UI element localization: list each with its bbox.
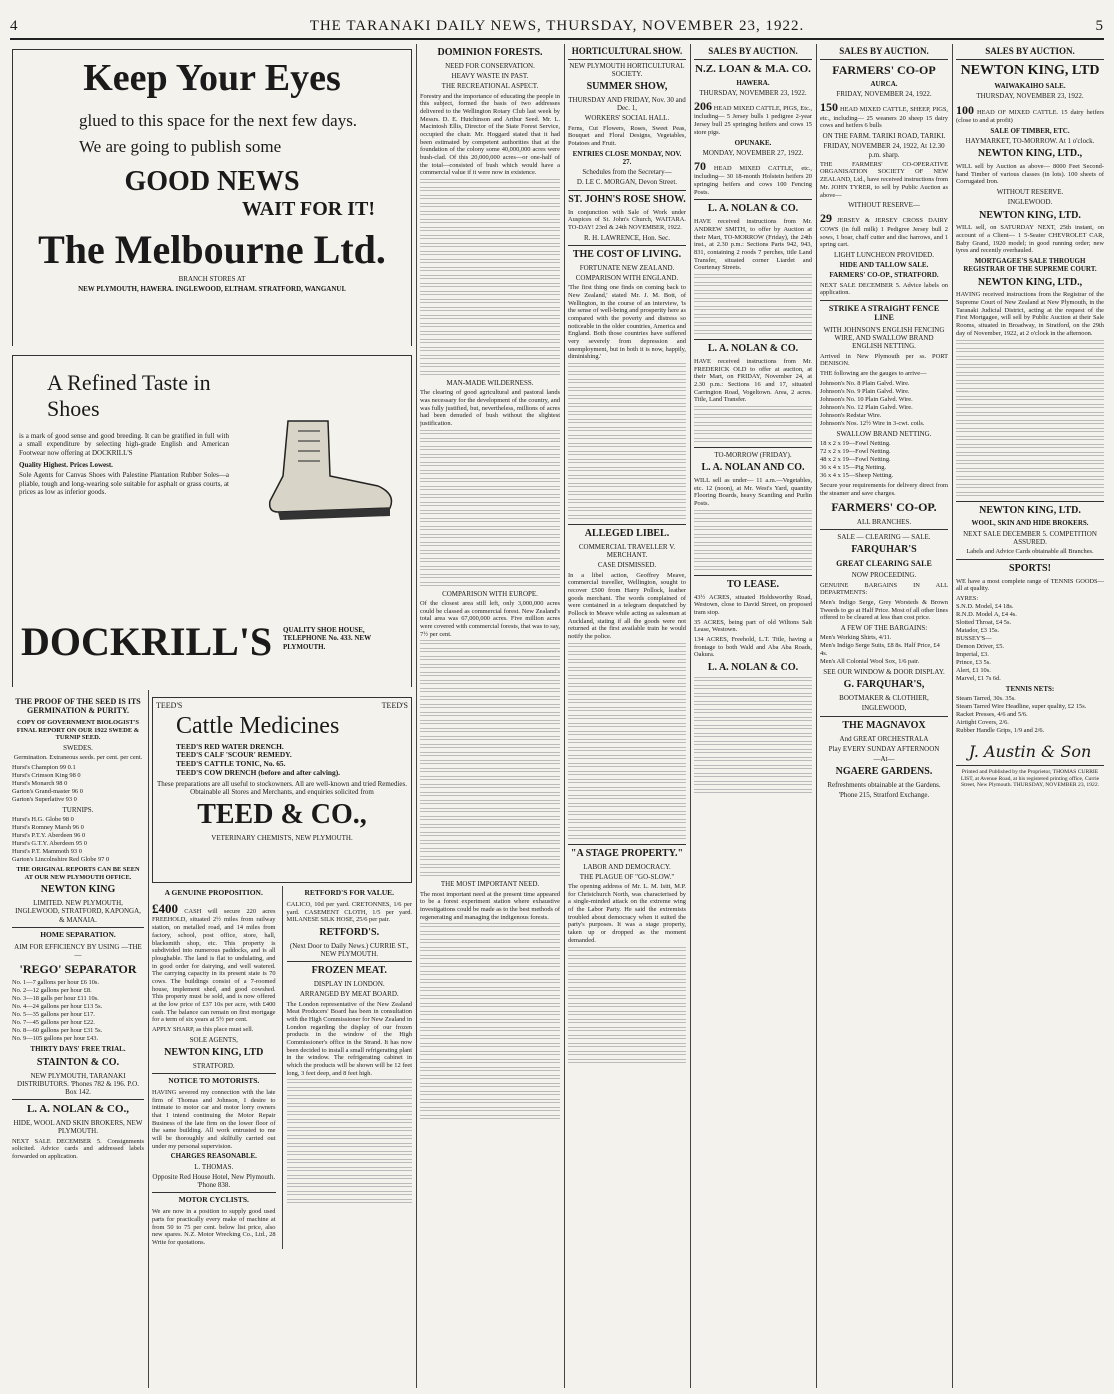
- separator-row: No. 9—105 gallons per hour £43.: [12, 1035, 99, 1043]
- sports-item: AYRES:: [956, 594, 979, 602]
- magnavox-6: Refreshments obtainable at the Gardens.: [827, 781, 941, 790]
- nets-item: Racket Presses, 4/6 and 5/6.: [956, 711, 1028, 719]
- retford-addr: (Next Door to Daily News.) CURRIE ST., NEW PLYMOUTH.: [289, 941, 409, 958]
- dockrill-ad: [12, 352, 412, 687]
- sports-item: Prince, £3 5s.: [956, 658, 991, 666]
- gauge-item: Johnson's No. 9 Plain Galvd. Wire.: [820, 387, 910, 395]
- separator-name: 'REGO' SEPARATOR: [19, 962, 137, 977]
- melbourne-good-news: GOOD NEWS: [124, 165, 300, 197]
- netting-item: 36 x 4 x 15—Sheep Netting.: [820, 471, 894, 479]
- nolan2-name4: L. A. NOLAN & CO.: [707, 662, 799, 674]
- farquhar-name: G. FARQUHAR'S,: [843, 679, 925, 691]
- dockrill-agents: Sole Agents for Canvas Shoes with Palestine Plantation Rubber Soles—a pliable, tough and long-wearing sole suitable for asphalt or grass courts, at prices as low as inferior goods.: [19, 471, 229, 497]
- nolan2-body3: WILL sell as under— 11 a.m.—Vegetables, etc. 12 (noon), at Mr. West's Yard, quantity Flooring Boards, heavy Scantling and Purlin Posts.: [694, 477, 812, 508]
- magnavox-title: THE MAGNAVOX: [842, 719, 926, 731]
- sports-item: S.N.D. Model, £4 18s.: [956, 602, 1014, 610]
- separator-trial: THIRTY DAYS' FREE TRIAL.: [30, 1045, 126, 1054]
- sports-heading: SPORTS!: [1009, 562, 1051, 574]
- melbourne-branches: BRANCH STORES AT: [178, 274, 246, 283]
- horticulture-show: SUMMER SHOW,: [586, 81, 668, 93]
- nolan2-name: L. A. NOLAN & CO.: [707, 203, 799, 215]
- horticulture-sec: D. LE C. MORGAN, Devon Street.: [576, 178, 678, 187]
- farquhar-item: Men's Working Shirts, 4/11.: [820, 634, 892, 642]
- sports-item: Matador, £3 15s.: [956, 626, 1000, 634]
- nk-name3: NEWTON KING, LTD.: [979, 209, 1081, 221]
- farquhar-sub: BOOTMAKER & CLOTHIER,: [839, 694, 929, 703]
- separator-firm: STAINTON & CO.: [36, 1056, 120, 1068]
- melbourne-publish: We are going to publish some: [79, 136, 282, 156]
- forests-s1: NEED FOR CONSERVATION.: [445, 61, 535, 70]
- teed-ad: [152, 697, 412, 883]
- frozen-heading: FROZEN MEAT.: [311, 965, 387, 977]
- genuine-firm: NEWTON KING, LTD: [164, 1047, 264, 1058]
- genuine-ad: [152, 886, 276, 1249]
- netting-item: 18 x 2 x 19—Fowl Netting.: [820, 439, 891, 447]
- farmers-body: HEAD MIXED CATTLE, SHEEP, PIGS, etc., including— 25 weaners 20 sheep 15 dairy cows and heifers 6 bulls: [820, 106, 948, 130]
- farquhar-bargains: GENUINE BARGAINS IN ALL DEPARTMENTS:: [820, 581, 948, 597]
- gauge-item: Johnson's Redstar Wire.: [820, 411, 882, 419]
- magnavox-5: NGAERE GARDENS.: [835, 766, 933, 778]
- motorists-body: HAVING severed my connection with the late firm of Thomas and Johnson, I desire to intimate to motor car and motor lorry owners that I intend continuing the Motor Repair Business of the late firm on the lower floor of the same building. All work entrusted to me will be thoroughly and skilfully carried out under my personal supervision.: [152, 1088, 276, 1150]
- dockrill-body: is a mark of good sense and good breeding. It can be gratified in full with a small expenditure by selecting high-grade English and American Footwear now offering at DOCKRILL'S: [19, 431, 229, 457]
- separator-row: No. 1—7 gallons per hour £6 10s.: [12, 979, 99, 987]
- melbourne-keep: Keep Your Eyes: [83, 57, 341, 99]
- nolan2-body: HAVE received instructions from Mr. ANDREW SMITH, to offer by Auction at their Mart, TO-MORROW (Friday), the 24th inst., at 2.30 p.m.: Sections Parts 942, 943, 831, containing 2 roods 7 perches, title Land Transfer, situated corner Liardet and Courtenay Streets.: [694, 218, 812, 272]
- seed-foot: THE ORIGINAL REPORTS CAN BE SEEN AT OUR NEW PLYMOUTH OFFICE.: [16, 866, 140, 881]
- farmers-branches: ALL BRANCHES.: [856, 517, 912, 526]
- news-column: [568, 44, 686, 1388]
- farmers-lead2: 29: [820, 211, 832, 226]
- clearing-banner: SALE — CLEARING — SALE.: [837, 532, 931, 541]
- farquhar-town: INGLEWOOD,: [861, 704, 907, 713]
- farmers-hide: HIDE AND TALLOW SALE.: [839, 261, 929, 270]
- genuine-heading: A GENUINE PROPOSITION.: [164, 888, 263, 897]
- horticulture-dates: THURSDAY AND FRIDAY, Nov. 30 and Dec. 1,: [568, 95, 686, 113]
- libel-body: In a libel action, Geoffrey Meave, commercial traveller, Wellington, sought to recover £500 from Harry Pollock, leather goods merchant. The words complained of were contained in a telegram despatched by Pollock to Meave while acting as salesman at Auckland, stating if all the goods were not returned at the first available train he would notify the police.: [568, 571, 686, 641]
- farmers-lead: 150: [820, 100, 838, 115]
- nzloan-opunake: OPUNAKE.: [734, 138, 772, 147]
- newtonking-column: [956, 44, 1104, 1388]
- dockrill-headline: A Refined Taste in Shoes: [47, 370, 211, 421]
- living-s1: FORTUNATE NEW ZEALAND.: [579, 263, 675, 272]
- masthead: [10, 12, 1104, 40]
- nolan-name: L. A. NOLAN & CO.,: [26, 1103, 130, 1116]
- farquhar-title: FARQUHAR'S: [851, 544, 917, 556]
- teed-name: TEED & CO.,: [197, 799, 367, 831]
- farquhar-now: NOW PROCEEDING.: [851, 571, 917, 580]
- seed-row: Hurst's Champion 99 0.1: [12, 763, 76, 771]
- forests-body2: The clearing of good agricultural and pastoral lands was necessary for the development of the country, and was fully justified, but, nevertheless, millions of acres had been denuded of bush without the slightest justification.: [420, 389, 560, 428]
- genuine-body: CASH will secure 220 acres FREEHOLD, situated 2½ miles from railway station, on metalled road, and 14 miles from factory, school, post office, store, hall, blacksmith shop, etc. This property is subdivided into numerous paddocks, and is all ploughable. The land is flat to undulating, and in good order for dairying, and well watered. The carrying capacity in its present state is 70 cows. The buildings consist of a 7-roomed house, implement shed, and good cowshed. This property must be sold, and is now offered at the low price of £37 10s per acre, with £400 cash. The balance can remain on first mortgage for a term of six years at 5½ per cent.: [152, 907, 276, 1024]
- farquhar-item: Men's Indigo Serge Suits, £8 8s. Half Price, £4 4s.: [820, 642, 940, 658]
- sports-body: WE have a most complete range of TENNIS GOODS—all at quality.: [956, 577, 1104, 593]
- separator-firm2: NEW PLYMOUTH, TARANAKI DISTRIBUTORS. 'Phones 782 & 196. P.O. Box 142.: [17, 1071, 139, 1096]
- nk-hay: HAYMARKET, TO-MORROW. At 1 o'clock.: [965, 136, 1095, 145]
- farmers-column: [820, 44, 948, 1388]
- nolan2-l2: 35 ACRES, being part of old Wiltons Salt Lease, Westown.: [694, 618, 812, 634]
- nolan-sub: HIDE, WOOL AND SKIN BROKERS, NEW PLYMOUTH.: [13, 1119, 143, 1136]
- nolan2-l3: 134 ACRES, Freehold, L.T. Title, having a frontage to both Wald and Aba Aba Roads, Oakura.: [694, 636, 812, 659]
- seed-turnips: TURNIPS.: [62, 805, 94, 814]
- libel-s1: COMMERCIAL TRAVELLER V. MERCHANT.: [578, 542, 676, 560]
- rose-sec: R. H. LAWRENCE, Hon. Sec.: [584, 233, 670, 242]
- horticulture-entries: ENTRIES CLOSE MONDAY, NOV. 27.: [572, 149, 682, 166]
- horticulture-hall: WORKERS' SOCIAL HALL.: [584, 114, 670, 123]
- retford-column: [282, 886, 412, 1249]
- separator-row: No. 2—12 gallons per hour £8.: [12, 987, 92, 995]
- living-body: 'The first thing one finds on coming back to New Zealand,' stated Mr. J. M. Bott, of Wellington, in the course of an interview, 'is the sense of well-being and prosperity here as compared with the poverty and distress so noticeable in the older countries, America and England. Both those countries have suffered very severely from depression and unemployment, but in both it is now, happily, diminishing.': [568, 284, 686, 361]
- seed-row: Hurst's Crimson King 98 0: [12, 771, 81, 779]
- forests-s3: THE RECREATIONAL ASPECT.: [441, 82, 539, 91]
- frozen-s2: ARRANGED BY MEAT BOARD.: [299, 990, 399, 999]
- separator-row: No. 4—24 gallons per hour £13 5s.: [12, 1003, 103, 1011]
- separator-row: No. 7—45 gallons per hour £22.: [12, 1019, 95, 1027]
- nzloan-lead: 206: [694, 99, 712, 114]
- nzloan-name: N.Z. LOAN & M.A. CO.: [695, 62, 811, 75]
- teed-foot: VETERINARY CHEMISTS, NEW PLYMOUTH.: [211, 833, 353, 842]
- genuine-agents: SOLE AGENTS,: [189, 1035, 238, 1044]
- farmers-next: NEXT SALE DECEMBER 5. Advice labels on application.: [820, 281, 948, 297]
- forests-heading: DOMINION FORESTS.: [437, 47, 543, 58]
- nk-tbody: WILL sell by Auction as above— 8000 Feet Second-hand Timber of various classes (in lots). 100 sheets of Corrugated Iron.: [956, 163, 1104, 186]
- nzloan-date2: MONDAY, NOVEMBER 27, 1922.: [702, 148, 804, 157]
- nk-waiwakaiho: WAIWAKAIHO SALE.: [994, 82, 1066, 91]
- dockrill-tag: Quality Highest. Prices Lowest.: [19, 461, 113, 470]
- sports-item: Slotted Throat, £4 5s.: [956, 618, 1012, 626]
- nk-date: THURSDAY, NOVEMBER 23, 1922.: [976, 92, 1084, 101]
- seed-trow: Garton's Lincolnshire Red Globe 97 0: [12, 856, 110, 864]
- living-heading: THE COST OF LIVING.: [572, 248, 682, 260]
- stage-body: The opening address of Mr. L. M. Isitt, M.P. for Christchurch North, was characterised by a single-minded attack on the extreme wing of the Labor Party. He said the extremists troubled about democracy when it suited the party's purposes. It was a stage property, taken up or dropped as the moment demanded.: [568, 883, 686, 944]
- teed-title: Cattle Medicines: [176, 713, 340, 740]
- fence-heading: STRIKE A STRAIGHT FENCE LINE: [828, 304, 940, 323]
- motorcycles-heading: MOTOR CYCLISTS.: [178, 1195, 249, 1205]
- forests-s2: HEAVY WASTE IN PAST.: [451, 72, 529, 81]
- motorists-addr: Opposite Red House Hotel, New Plymouth. 'Phone 838.: [152, 1172, 276, 1190]
- sports-item: Demon Driver, £5.: [956, 642, 1005, 650]
- fence-body: WITH JOHNSON'S ENGLISH FENCING WIRE, AND SWALLOW BRAND ENGLISH NETTING.: [823, 325, 945, 351]
- seed-title: THE PROOF OF THE SEED IS ITS GERMINATION & PURITY.: [15, 697, 141, 716]
- separator-row: No. 5—35 gallons per hour £17.: [12, 1011, 95, 1019]
- teed-right: TEED'S: [381, 701, 408, 710]
- forests-s4: MAN-MADE WILDERNESS.: [446, 379, 534, 388]
- farmers-farm: ON THE FARM. TARIKI ROAD, TARIKI.: [822, 132, 946, 141]
- gauge-item: Johnson's No. 10 Plain Galvd. Wire.: [820, 395, 913, 403]
- fence-gauges: THE following are the gauges to arrive—: [820, 370, 927, 378]
- teed-item: TEED'S COW DRENCH (before and after calving).: [176, 767, 341, 777]
- dockrill-name: DOCKRILL'S: [21, 619, 273, 664]
- forests-body4: The most important need at the present time appeared to be a forest experiment station where exhaustive investigations could be made as to the best methods of regenerating and managing the indigenous forests.: [420, 890, 560, 921]
- nets-heading: TENNIS NETS:: [1005, 684, 1055, 693]
- nk-lead: 100: [956, 102, 974, 117]
- nzloan-town: HAWERA.: [736, 78, 770, 87]
- horticulture-sched: Schedules from the Secretary—: [582, 168, 672, 177]
- forests-body3: Of the closest area still left, only 3,000,000 acres could be classed as commercial forest. New Zealand's total area was 67,000,000 acres. Five million acres were covered with commercial forests, that was to say, 7½ per cent.: [420, 600, 560, 638]
- separator-row: No. 8—60 gallons per hour £31 5s.: [12, 1027, 103, 1035]
- frozen-body: The London representative of the New Zealand Meat Producers' Board has been in consultation with the High Commissioner for New Zealand in London regarding the display of our frozen products in the window of the High Commissioner's office in the Strand. It has now been decided to install a small refrigerating plant in the window. The refrigerating cabinet in which the products will be shown will be 12 feet long, 3 feet deep, and 8 feet high.: [286, 1000, 412, 1077]
- masthead-title: THE TARANAKI DAILY NEWS, THURSDAY, NOVEMBER 23, 1922.: [309, 18, 805, 35]
- farmers-reserve: WITHOUT RESERVE—: [848, 201, 920, 210]
- libel-heading: ALLEGED LIBEL.: [584, 528, 670, 539]
- fence-arrived: Arrived in New Plymouth per ss. PORT DENISON.: [820, 352, 948, 368]
- melbourne-towns: NEW PLYMOUTH, HAWERA. INGLEWOOD, ELTHAM. STRATFORD, WANGANUI.: [78, 284, 346, 293]
- nets-item: Rubber Handle Grips, 1/9 and 2/6.: [956, 727, 1045, 735]
- imprint: Printed and Published by the Proprietor, THOMAS CURRIE LIST, at Avenue Road, at his registered printing office, Currie Street, New Plymouth. THURSDAY, NOVEMBER 23, 1922.: [960, 769, 1100, 789]
- melbourne-glued: glued to this space for the next few days.: [79, 110, 358, 130]
- forests-column: [420, 44, 560, 1388]
- netting-item: 48 x 2 x 19—Fowl Netting.: [820, 455, 891, 463]
- farmers-secure: Secure your requirements for delivery direct from the steamer and save charges.: [820, 481, 948, 497]
- farmers-date: FRIDAY, NOVEMBER 24, 1922.: [836, 90, 932, 99]
- farmers-town: AURCA.: [870, 79, 898, 88]
- nk-wool: WOOL, SKIN AND HIDE BROKERS.: [971, 519, 1089, 528]
- motorists-heading: NOTICE TO MOTORISTS.: [168, 1076, 260, 1086]
- gauge-item: Johnson's No. 8 Plain Galvd. Wire.: [820, 379, 910, 387]
- motorists-name: L. THOMAS.: [194, 1162, 234, 1171]
- seed-firm2: LIMITED. NEW PLYMOUTH, INGLEWOOD, STRATFORD, KAPONGA, & MANAIA.: [15, 899, 141, 924]
- living-s2: COMPARISON WITH ENGLAND.: [575, 273, 679, 282]
- nolan2-name2: L. A. NOLAN & CO.: [707, 343, 799, 355]
- nk-name4: NEWTON KING, LTD.,: [977, 276, 1083, 288]
- horticulture-soc: NEW PLYMOUTH HORTICULTURAL SOCIETY.: [569, 61, 685, 78]
- motorists-charges: CHARGES REASONABLE.: [170, 1152, 257, 1161]
- nzloan-lead2: 70: [694, 159, 706, 174]
- melbourne-wait: WAIT FOR IT!: [242, 197, 375, 220]
- page-number-right: 5: [1095, 18, 1104, 35]
- seed-firm: NEWTON KING: [40, 884, 116, 896]
- seed-row: Garton's Grand-master 96 0: [12, 787, 83, 795]
- nk-name5: NEWTON KING, LTD.: [979, 504, 1081, 516]
- farquhar-item: Men's All Colonial Wool Sox, 1/6 pair.: [820, 658, 920, 666]
- forests-body: Forestry and the importance of educating the people in this subject, formed the basis of two addresses delivered to the Wellington Rotary Club last week by Messrs. D. E. Hutchinson and Arthur Seed. Mr. L. Macintosh Ellis, Director of the State Forest Service, occupied the chair. Mr. Hoggard stated that it had been estimated by competent authorities that at the foundation of the colony some 40,000,000 acres were bush-clad. Of this 20,000,000 acres—or one-half of the total—consisted of bush which would have a commercial value if it were now in existence.: [420, 92, 560, 177]
- nzloan-date: THURSDAY, NOVEMBER 23, 1922.: [699, 88, 807, 97]
- shoe-illustration: [258, 416, 398, 526]
- nk-inglewood: INGLEWOOD.: [1007, 198, 1053, 207]
- farmers-body3: JERSEY & JERSEY CROSS DAIRY COWS (in full milk) 1 Pedigree Jersey bull 2 sows, 1 boar, chaff cutter and disc harrows, and 1 spring cart.: [820, 217, 948, 249]
- rose-show: ST. JOHN'S ROSE SHOW.: [568, 193, 686, 205]
- nets-item: Airtight Covers, 2/6.: [956, 719, 1009, 727]
- forests-s6: THE MOST IMPORTANT NEED.: [440, 880, 540, 889]
- col1-lower: [12, 694, 144, 1388]
- nets-item: Steam Tarred, 30s. 35s.: [956, 695, 1016, 703]
- nk-body: HEAD OF MIXED CATTLE. 15 dairy heifers (close to and at profit): [956, 108, 1104, 125]
- gauge-item: Johnson's Nos. 12½ Wire in 3-cwt. coils.: [820, 419, 925, 427]
- retford-name: RETFORD'S.: [319, 926, 380, 938]
- gauge-item: Johnson's No. 12 Plain Galvd. Wire.: [820, 403, 913, 411]
- farquhar-few: A FEW OF THE BARGAINS:: [840, 623, 928, 632]
- nk-cbody: WILL sell, on SATURDAY NEXT, 25th instant, on account of a Client— 1 5-Seater CHEVROLET CAR, Baby Grand, 1920 model; in good running order; new tyres and recently overhauled.: [956, 224, 1104, 255]
- nk-labels: Labels and Advice Cards obtainable all Branches.: [966, 548, 1094, 556]
- stage-heading: "A STAGE PROPERTY.": [570, 847, 684, 859]
- nk-without: WITHOUT RESERVE.: [996, 188, 1064, 197]
- teed-item: TEED'S RED WATER DRENCH.: [176, 741, 284, 751]
- seed-row: Garton's Superlative 93 0: [12, 795, 77, 803]
- nk-heading: SALES BY AUCTION.: [956, 44, 1104, 60]
- nolan2-body2: HAVE received instructions from Mr. FREDERICK OLD to offer at auction, at their Mart, on FRIDAY, November 24, at 2.30 p.m.: Sections 16 and 17, situated Carrington Road, Vogeltown. Area, 2 acres. Title, Land Transfer.: [694, 357, 812, 404]
- nets-item: Steam Tarred Wire Headline, super quality, £2 15s.: [956, 703, 1087, 711]
- stage-s2: THE PLAGUE OF "GO-SLOW.": [579, 872, 675, 881]
- nolan2-tomorrow: TO-MORROW (FRIDAY).: [714, 451, 792, 460]
- seed-trow: Hurst's Romney Marsh 96 0: [12, 824, 84, 832]
- genuine-town: STRATFORD.: [192, 1061, 235, 1070]
- sports-item: Marvel, £1 7s 6d.: [956, 674, 1001, 682]
- magnavox-2: And GREAT ORCHESTRALA: [839, 734, 929, 743]
- horticulture-heading: HORTICULTURAL SHOW.: [568, 44, 686, 60]
- nolan2-lease: TO LEASE.: [726, 578, 780, 590]
- nk-name2: NEWTON KING, LTD.,: [977, 148, 1083, 160]
- teed-item: TEED'S CALF 'SCOUR' REMEDY.: [176, 750, 292, 760]
- separator-row: No. 3—18 galls per hour £11 10s.: [12, 995, 99, 1003]
- nk-mortgagee: MORTGAGEE'S SALE THROUGH REGISTRAR OF THE SUPREME COURT.: [963, 257, 1097, 274]
- seed-trow: Hurst's G.T.Y. Aberdeen 95 0: [12, 840, 87, 848]
- seed-trow: Hurst's H.G. Globe 98 0: [12, 816, 74, 824]
- retford-items: CALICO, 10d per yard. CRETONNES, 1/6 per yard. CASEMENT CLOTH, 1/5 per yard. MILANESE SILK HOSE, 25/6 per pair.: [286, 900, 412, 924]
- horticulture-body: Ferns, Cut Flowers, Roses, Sweet Peas, Bouquet and Floral Designs, Vegetables, Potatoes and Fruit.: [568, 124, 686, 148]
- farmers-body2: THE FARMERS' CO-OPERATIVE ORGANISATION SOCIETY OF NEW ZEALAND, Ltd., have received instructions from Mr. JOHN TYRER, to sell by Public Auction as above—: [820, 160, 948, 199]
- swallow-heading: SWALLOW BRAND NETTING.: [836, 429, 932, 438]
- sports-item: R.N.D. Model A, £4 4s.: [956, 610, 1017, 618]
- magnavox-7: 'Phone 215, Stratford Exchange.: [838, 791, 930, 800]
- netting-item: 72 x 2 x 19—Fowl Netting.: [820, 447, 891, 455]
- seed-cols: Germination. Extraneous seeds. per cent. per cent.: [13, 754, 143, 762]
- nolan2-l1: 43½ ACRES, situated Holdsworthy Road, Westown, close to David Street, on proposed tram stop.: [694, 593, 812, 616]
- netting-item: 36 x 4 x 15—Pig Netting.: [820, 463, 887, 471]
- col2-lower: [152, 694, 412, 1388]
- farquhar-body: Men's Indigo Serge, Grey Worsteds & Brown Tweeds to go at Half Price. Most of all other lines offered to be cleared at less than cost price.: [820, 598, 948, 622]
- melbourne-ad: [12, 46, 412, 346]
- magnavox-4: —At—: [873, 755, 895, 764]
- frozen-s1: DISPLAY IN LONDON.: [313, 980, 385, 988]
- farmers-heading: SALES BY AUCTION.: [820, 44, 948, 60]
- seed-row: Hurst's Monarch 98 0: [12, 779, 68, 787]
- nk-wnext: NEXT SALE DECEMBER 5. COMPETITION ASSURED.: [963, 529, 1097, 546]
- farquhar-great: GREAT CLEARING SALE: [836, 558, 932, 568]
- farquhar-see: SEE OUR WINDOW & DOOR DISPLAY.: [823, 668, 945, 677]
- nolan-next: NEXT SALE DECEMBER 5. Consignments solicited. Advice cards and addressed labels forwarded on application.: [12, 1137, 144, 1161]
- farmers-co: FARMERS' CO-OP., STRATFORD.: [829, 271, 939, 280]
- melbourne-name: The Melbourne Ltd.: [38, 226, 386, 272]
- nk-name: NEWTON KING, LTD: [960, 62, 1100, 78]
- motorcycles-body: We are now in a position to supply good used parts for practically every make of machine at from 50 to 75 per cent. below list price, also new spares. N.Z. Motor Wrecking Co., Ltd., 28 Write for quotations.: [152, 1208, 276, 1246]
- farmers-lunch: LIGHT LUNCHEON PROVIDED.: [833, 250, 934, 259]
- nk-mbody: HAVING received instructions from the Registrar of the Supreme Court of New Zealand at New Plymouth, in the Taranaki Judicial District, acting at the request of the First Mortgagee, will sell by Public Auction at their Sale Rooms, situated in Broadway, in Stratford, on the 29th day of November, 1922, at 2 o'clock in the afternoon.: [956, 291, 1104, 337]
- farmers-name2: FARMERS' CO-OP.: [831, 500, 937, 515]
- signature: J. Austin & Son: [968, 742, 1092, 762]
- genuine-apply: APPLY SHARP, as this place must sell.: [152, 1026, 254, 1034]
- farmers-name: FARMERS' CO-OP: [832, 62, 936, 77]
- nzloan-heading: SALES BY AUCTION.: [694, 44, 812, 60]
- nzloan-body: HEAD MIXED CATTLE, PIGS, Etc., including— 5 Jersey bulls 1 pedigree 2-year Jersey bull 25 springing heifers and cows 15 store pigs.: [694, 105, 812, 136]
- magnavox-3: Play EVERY SUNDAY AFTERNOON: [828, 744, 940, 753]
- seed-swedes: SWEDES.: [63, 743, 93, 752]
- genuine-lead: £400: [152, 900, 178, 916]
- libel-s2: CASE DISMISSED.: [597, 561, 657, 570]
- page-number-left: 4: [10, 18, 19, 35]
- separator-aim: AIM FOR EFFICIENCY BY USING —THE—: [14, 942, 142, 960]
- retford-heading: RETFORD'S FOR VALUE.: [304, 888, 395, 897]
- teed-item: TEED'S CATTLE TONIC, No. 65.: [176, 759, 286, 769]
- dockrill-addr: QUALITY SHOE HOUSE, TELEPHONE No. 433. NEW PLYMOUTH.: [283, 626, 371, 651]
- nzloan-column: [694, 44, 812, 1388]
- teed-body: These preparations are all useful to stockowners. All are well-known and tried Remedies. Obtainable all Stores and Merchants, and enquiries solicited from: [157, 779, 407, 797]
- rose-body: In conjunction with Sale of Work under Auspices of St. John's Church, WAITARA. TO-DAY! 23rd & 24th NOVEMBER, 1922.: [568, 208, 686, 231]
- teed-left: TEED'S: [156, 701, 183, 710]
- forests-s5: COMPARISON WITH EUROPE.: [442, 589, 538, 598]
- seed-trow: Hurst's P.T.Y. Aberdeen 96 0: [12, 832, 86, 840]
- nolan2-name3: L. A. NOLAN AND CO.: [701, 462, 805, 474]
- nzloan-body2: HEAD MIXED CATTLE, etc., including— 30 18-month Holstein heifers 20 springing heifers and cows 100 Fencing Posts.: [694, 165, 812, 196]
- sports-item: Imperial, £3.: [956, 650, 989, 658]
- sports-item: Alert, £1 10s.: [956, 666, 991, 674]
- stage-s1: LABOR AND DEMOCRACY.: [583, 862, 671, 871]
- seed-trow: Hurst's P.T. Mammoth 93 0: [12, 848, 82, 856]
- seed-intro: COPY OF GOVERNMENT BIOLOGIST'S FINAL REPORT ON OUR 1922 SWEDE & TURNIP SEED.: [16, 718, 140, 742]
- separator-heading: HOME SEPARATION.: [40, 929, 116, 939]
- sports-item: BUSSEY'S—: [956, 634, 992, 642]
- nk-timber: SALE OF TIMBER, ETC.: [990, 126, 1070, 135]
- farmers-date2: FRIDAY, NOVEMBER 24, 1922, At 12.30 p.m. sharp.: [823, 142, 945, 159]
